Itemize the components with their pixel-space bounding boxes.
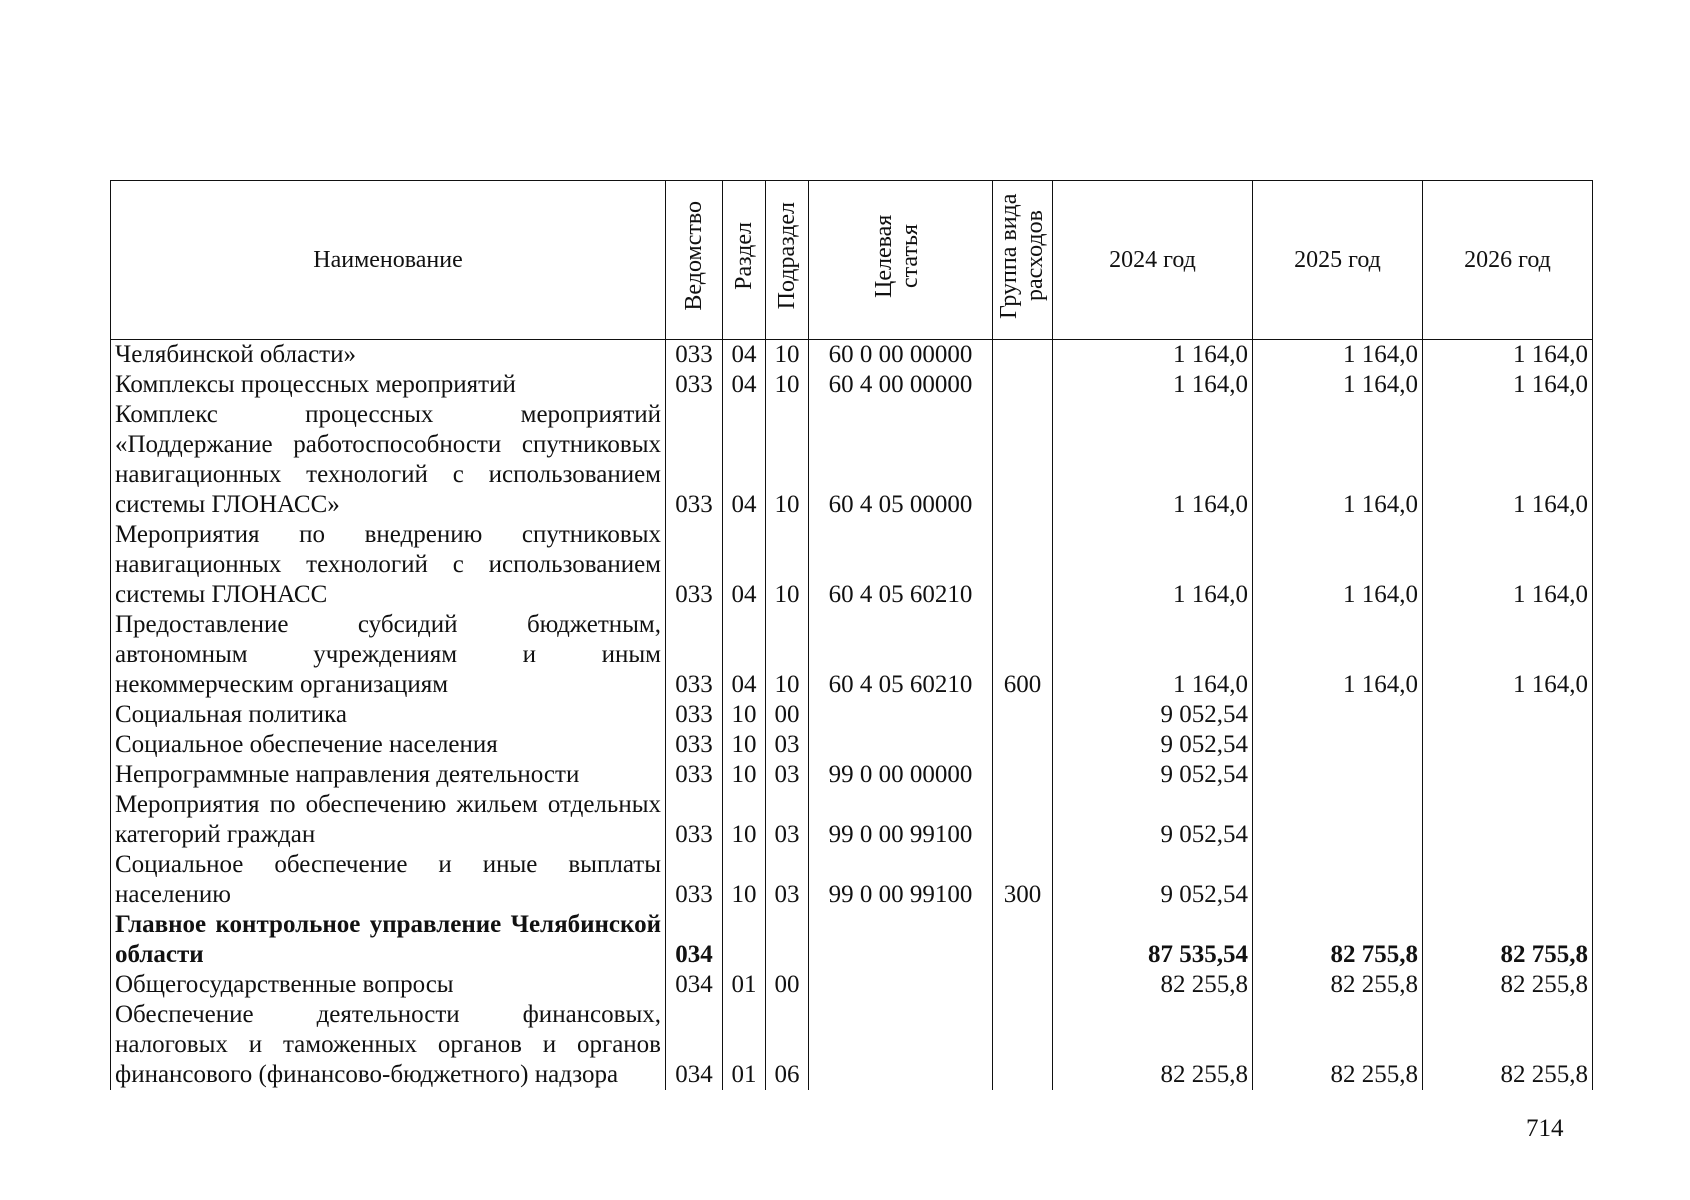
row-razdel: 04 bbox=[723, 400, 766, 520]
header-celevaya: Целевая статья bbox=[809, 181, 993, 340]
table-row bbox=[111, 520, 1593, 610]
row-razdel: 10 bbox=[723, 790, 766, 850]
row-value-2026: 1 164,0 bbox=[1423, 340, 1593, 371]
table-row bbox=[111, 370, 1593, 400]
row-value-2025 bbox=[1253, 850, 1423, 910]
row-razdel bbox=[723, 910, 766, 970]
table-row bbox=[111, 790, 1593, 850]
row-gruppa bbox=[993, 1000, 1053, 1090]
row-vedomstvo: 034 bbox=[666, 1000, 723, 1090]
row-vedomstvo: 033 bbox=[666, 370, 723, 400]
row-value-2026: 82 755,8 bbox=[1423, 910, 1593, 970]
row-celevaya: 60 4 05 60210 bbox=[809, 520, 993, 610]
table-body bbox=[111, 340, 1593, 1091]
row-value-2025 bbox=[1253, 790, 1423, 850]
row-name: Комплекс процессных мероприятий «Поддержание работоспособности спутниковых навигационных технологий с использованием системы ГЛОНАСС» bbox=[111, 400, 666, 520]
row-value-2024: 1 164,0 bbox=[1053, 370, 1253, 400]
row-name: Мероприятия по обеспечению жильем отдельных категорий граждан bbox=[111, 790, 666, 850]
row-gruppa bbox=[993, 970, 1053, 1000]
row-gruppa bbox=[993, 370, 1053, 400]
row-name: Социальное обеспечение и иные выплаты населению bbox=[111, 850, 666, 910]
page-number: 714 bbox=[1526, 1115, 1564, 1142]
row-value-2025: 1 164,0 bbox=[1253, 610, 1423, 700]
row-value-2026: 82 255,8 bbox=[1423, 1000, 1593, 1090]
row-podrazdel: 10 bbox=[766, 340, 809, 371]
row-podrazdel: 00 bbox=[766, 700, 809, 730]
row-name: Предоставление субсидий бюджетным, автономным учреждениям и иным некоммерческим организациям bbox=[111, 610, 666, 700]
row-razdel: 10 bbox=[723, 730, 766, 760]
header-2025: 2025 год bbox=[1253, 181, 1423, 340]
table-row bbox=[111, 850, 1593, 910]
row-celevaya: 99 0 00 99100 bbox=[809, 790, 993, 850]
header-2026: 2026 год bbox=[1423, 181, 1593, 340]
table-row bbox=[111, 970, 1593, 1000]
row-celevaya bbox=[809, 1000, 993, 1090]
header-vedomstvo: Ведомство bbox=[666, 181, 723, 340]
row-vedomstvo: 033 bbox=[666, 520, 723, 610]
row-value-2025: 82 755,8 bbox=[1253, 910, 1423, 970]
row-razdel: 04 bbox=[723, 520, 766, 610]
row-celevaya: 60 0 00 00000 bbox=[809, 340, 993, 371]
row-value-2025: 1 164,0 bbox=[1253, 520, 1423, 610]
header-razdel: Раздел bbox=[723, 181, 766, 340]
table-row bbox=[111, 730, 1593, 760]
row-name: Социальное обеспечение населения bbox=[111, 730, 666, 760]
table-row bbox=[111, 760, 1593, 790]
row-value-2026 bbox=[1423, 700, 1593, 730]
row-value-2025: 1 164,0 bbox=[1253, 340, 1423, 371]
row-value-2024: 9 052,54 bbox=[1053, 850, 1253, 910]
row-celevaya: 99 0 00 99100 bbox=[809, 850, 993, 910]
row-value-2024: 9 052,54 bbox=[1053, 790, 1253, 850]
header-podrazdel: Подраздел bbox=[766, 181, 809, 340]
row-value-2024: 1 164,0 bbox=[1053, 520, 1253, 610]
row-vedomstvo: 033 bbox=[666, 610, 723, 700]
row-gruppa bbox=[993, 730, 1053, 760]
table-row bbox=[111, 910, 1593, 970]
row-gruppa bbox=[993, 700, 1053, 730]
row-value-2024: 1 164,0 bbox=[1053, 610, 1253, 700]
row-name: Мероприятия по внедрению спутниковых навигационных технологий с использованием системы ГЛОНАСС bbox=[111, 520, 666, 610]
row-name: Челябинской области» bbox=[111, 340, 666, 371]
budget-table bbox=[110, 180, 1593, 1090]
row-podrazdel: 10 bbox=[766, 520, 809, 610]
row-razdel: 01 bbox=[723, 1000, 766, 1090]
table-row bbox=[111, 1000, 1593, 1090]
row-celevaya bbox=[809, 730, 993, 760]
row-celevaya bbox=[809, 910, 993, 970]
row-vedomstvo: 033 bbox=[666, 400, 723, 520]
row-vedomstvo: 033 bbox=[666, 700, 723, 730]
row-value-2026 bbox=[1423, 850, 1593, 910]
row-name: Комплексы процессных мероприятий bbox=[111, 370, 666, 400]
row-value-2026: 1 164,0 bbox=[1423, 400, 1593, 520]
row-gruppa bbox=[993, 520, 1053, 610]
row-razdel: 04 bbox=[723, 340, 766, 371]
row-podrazdel: 00 bbox=[766, 970, 809, 1000]
row-gruppa bbox=[993, 340, 1053, 371]
row-vedomstvo: 033 bbox=[666, 340, 723, 371]
row-podrazdel: 10 bbox=[766, 370, 809, 400]
header-gruppa: Группа вида расходов bbox=[993, 181, 1053, 340]
row-vedomstvo: 033 bbox=[666, 730, 723, 760]
row-gruppa bbox=[993, 910, 1053, 970]
row-podrazdel: 10 bbox=[766, 400, 809, 520]
row-value-2026: 82 255,8 bbox=[1423, 970, 1593, 1000]
row-celevaya: 60 4 05 00000 bbox=[809, 400, 993, 520]
row-value-2025: 1 164,0 bbox=[1253, 400, 1423, 520]
row-podrazdel: 06 bbox=[766, 1000, 809, 1090]
row-value-2024: 87 535,54 bbox=[1053, 910, 1253, 970]
row-value-2024: 1 164,0 bbox=[1053, 400, 1253, 520]
row-celevaya: 60 4 05 60210 bbox=[809, 610, 993, 700]
row-gruppa: 300 bbox=[993, 850, 1053, 910]
row-value-2025: 82 255,8 bbox=[1253, 1000, 1423, 1090]
row-name: Социальная политика bbox=[111, 700, 666, 730]
row-razdel: 10 bbox=[723, 850, 766, 910]
header-name: Наименование bbox=[111, 181, 666, 340]
row-celevaya bbox=[809, 700, 993, 730]
row-razdel: 04 bbox=[723, 370, 766, 400]
row-podrazdel: 03 bbox=[766, 790, 809, 850]
row-podrazdel: 03 bbox=[766, 730, 809, 760]
row-gruppa: 600 bbox=[993, 610, 1053, 700]
row-value-2025 bbox=[1253, 700, 1423, 730]
row-vedomstvo: 034 bbox=[666, 910, 723, 970]
header-2024: 2024 год bbox=[1053, 181, 1253, 340]
table-header bbox=[111, 181, 1593, 340]
row-celevaya: 60 4 00 00000 bbox=[809, 370, 993, 400]
row-name: Непрограммные направления деятельности bbox=[111, 760, 666, 790]
row-gruppa bbox=[993, 400, 1053, 520]
row-gruppa bbox=[993, 790, 1053, 850]
row-name: Общегосударственные вопросы bbox=[111, 970, 666, 1000]
row-value-2024: 9 052,54 bbox=[1053, 760, 1253, 790]
table-row bbox=[111, 610, 1593, 700]
row-razdel: 10 bbox=[723, 700, 766, 730]
row-value-2024: 82 255,8 bbox=[1053, 1000, 1253, 1090]
row-vedomstvo: 034 bbox=[666, 970, 723, 1000]
row-podrazdel bbox=[766, 910, 809, 970]
row-celevaya bbox=[809, 970, 993, 1000]
row-value-2024: 82 255,8 bbox=[1053, 970, 1253, 1000]
row-razdel: 10 bbox=[723, 760, 766, 790]
row-value-2026: 1 164,0 bbox=[1423, 610, 1593, 700]
row-vedomstvo: 033 bbox=[666, 760, 723, 790]
row-value-2026 bbox=[1423, 730, 1593, 760]
row-celevaya: 99 0 00 00000 bbox=[809, 760, 993, 790]
row-value-2025: 82 255,8 bbox=[1253, 970, 1423, 1000]
row-value-2025: 1 164,0 bbox=[1253, 370, 1423, 400]
row-vedomstvo: 033 bbox=[666, 850, 723, 910]
row-value-2026: 1 164,0 bbox=[1423, 370, 1593, 400]
row-podrazdel: 03 bbox=[766, 850, 809, 910]
row-value-2025 bbox=[1253, 730, 1423, 760]
row-value-2024: 1 164,0 bbox=[1053, 340, 1253, 371]
row-name: Обеспечение деятельности финансовых, налоговых и таможенных органов и органов финансового (финансово-бюджетного) надзора bbox=[111, 1000, 666, 1090]
row-razdel: 04 bbox=[723, 610, 766, 700]
row-value-2025 bbox=[1253, 760, 1423, 790]
row-vedomstvo: 033 bbox=[666, 790, 723, 850]
row-value-2026 bbox=[1423, 790, 1593, 850]
row-razdel: 01 bbox=[723, 970, 766, 1000]
row-value-2024: 9 052,54 bbox=[1053, 700, 1253, 730]
row-value-2026: 1 164,0 bbox=[1423, 520, 1593, 610]
table-row bbox=[111, 340, 1593, 371]
row-name: Главное контрольное управление Челябинской области bbox=[111, 910, 666, 970]
row-value-2026 bbox=[1423, 760, 1593, 790]
row-podrazdel: 10 bbox=[766, 610, 809, 700]
row-gruppa bbox=[993, 760, 1053, 790]
table-row bbox=[111, 400, 1593, 520]
row-value-2024: 9 052,54 bbox=[1053, 730, 1253, 760]
row-podrazdel: 03 bbox=[766, 760, 809, 790]
table-row bbox=[111, 700, 1593, 730]
